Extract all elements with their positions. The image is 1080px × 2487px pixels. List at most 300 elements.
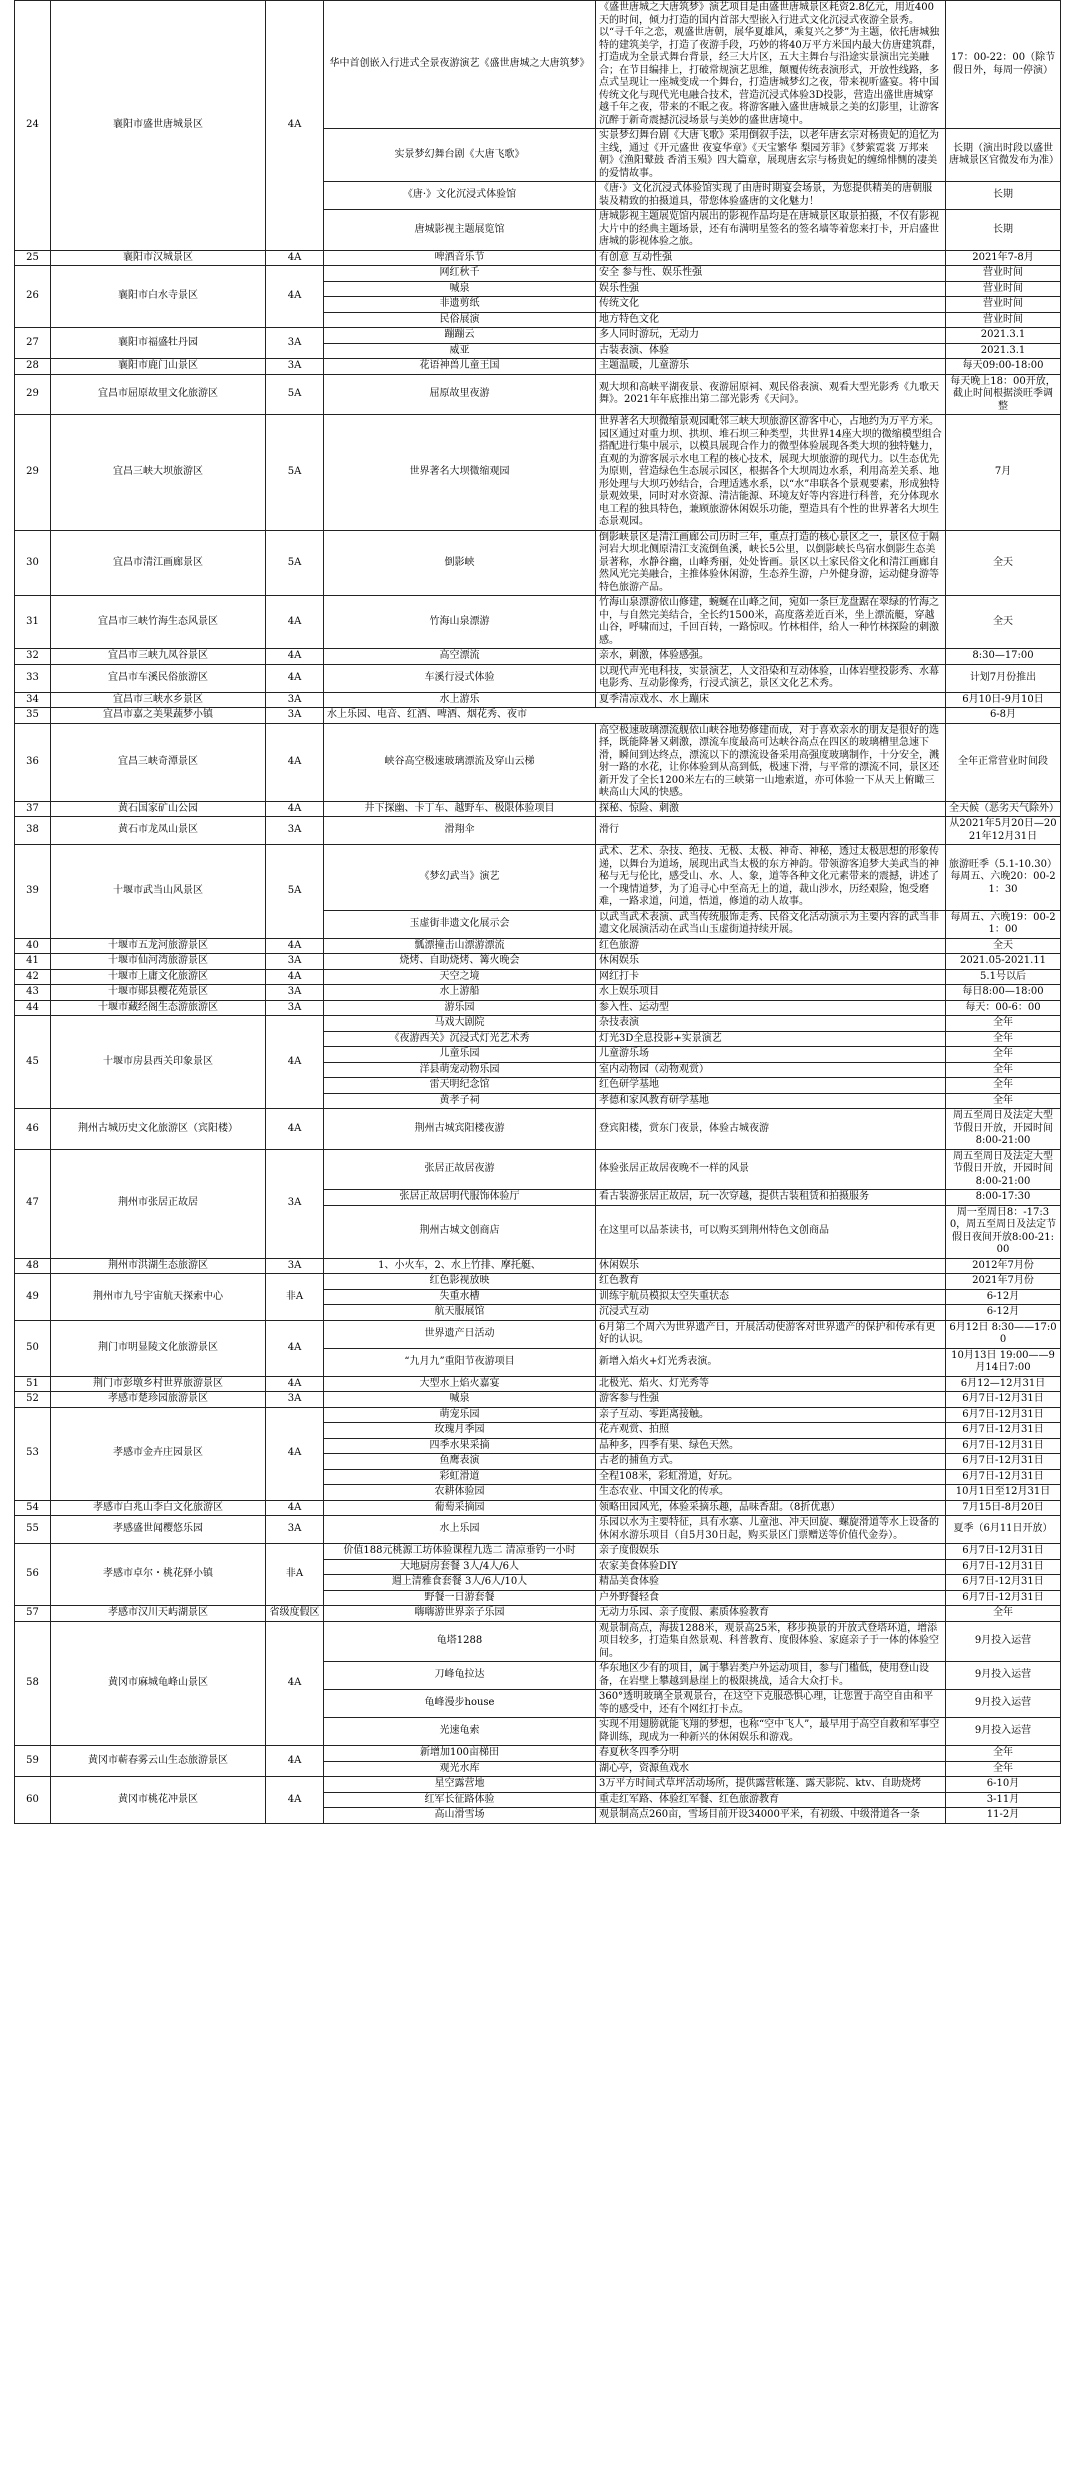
row-number: 35 [15, 708, 51, 724]
scenic-level: 3A [266, 817, 324, 845]
project-time: 17：00-22：00（除节假日外，每周一停演） [946, 1, 1061, 129]
row-number: 50 [15, 1320, 51, 1376]
scenic-area-name: 十堰市五龙河旅游景区 [51, 938, 266, 954]
table-row [15, 969, 1061, 985]
project-description: 休闲娱乐 [596, 954, 946, 970]
row-number: 60 [15, 1777, 51, 1824]
project-description: 沉浸式互动 [596, 1305, 946, 1321]
project-name: 光速龟索 [324, 1718, 596, 1746]
scenic-area-name: 襄阳市白水寺景区 [51, 266, 266, 328]
scenic-level: 3A [266, 985, 324, 1001]
project-description: 以现代声光电科技，实景演艺，人文沿染和互动体验，山体岩壁投影秀、水幕电影秀、互动影像秀，行浸式演艺，景区文化艺术秀。 [596, 664, 946, 692]
table-row [15, 708, 1061, 724]
table-row [15, 845, 1061, 911]
project-time: 每天晚上18：00开放，截止时间根据淡旺季调整 [946, 374, 1061, 415]
project-description: 世界著名大坝微缩景观园毗邻三峡大坝旅游区游客中心，占地约为万平方米。园区通过对重力坝、拱坝、堆石坝三种类型，共世界14座大坝的微缩模型组合搭配进行集中展示，以模具展现合作力的微型体验展现各类大坝的独特魅力，直观的为游客展示水电工程的核心技术，展现大坝旅游的现代力。以生态优先为原则，营造绿色生态展示园区，根据各个大坝周边水系，利用高差关系、地形处理与大坝巧妙结合，合理适逃水系，以“水”串联各个景观要素，形成独特景观效果，同时对水资源、清洁能源、环境友好等内容进行科普，充分体现水电工程的独具特色，兼顾旅游休闲娱乐功能，塑造具有个性的世界著名大坝生态景观园。 [596, 415, 946, 531]
scenic-area-name: 襄阳市福盛牡丹园 [51, 328, 266, 359]
scenic-activities-table [14, 0, 1061, 1824]
project-name: 价值188元桃源工坊体验课程九选二 清凉垂钓一小时 [324, 1544, 596, 1560]
project-description: 高空极速玻璃漂流舰依山峡谷地势修建而成，对于喜欢亲水的朋友是很好的选择，既能降暑又刺激，漂流车度最高可达峡谷高点在四区的玻璃槽里急速下滑，瞬间到达终点，漂流以下的漂流设备采用高强度玻璃制作，十分安全，溅射一路的水花，让你体验到从高到低，极速下滑，与平常的漂流不同，景区还新开发了全长1200米左右的三峡第一山地索道，亦可体验一下从天上俯瞰三峡高山大风的快感。 [596, 723, 946, 801]
project-description: 湖心亭，资源鱼戏水 [596, 1761, 946, 1777]
project-name: 唐城影视主题展览馆 [324, 210, 596, 251]
project-description: 杂技表演 [596, 1016, 946, 1032]
project-description: 亲子度假娱乐 [596, 1544, 946, 1560]
table-row [15, 723, 1061, 801]
project-description: 《唐·》文化沉浸式体验馆实现了由唐时期宴会场景，为您提供精美的唐朝服装及精致的拍摄道具，带您体验盛唐的文化魅力！ [596, 182, 946, 210]
scenic-level: 3A [266, 1149, 324, 1258]
table-row [15, 596, 1061, 649]
project-name: 玉虚街非遗文化展示会 [324, 910, 596, 938]
project-name: 实景梦幻舞台剧《大唐飞歌》 [324, 129, 596, 182]
scenic-area-name: 十堰市上庸文化旅游区 [51, 969, 266, 985]
row-number: 37 [15, 801, 51, 817]
scenic-level: 3A [266, 954, 324, 970]
project-description: 6月第二个周六为世界遗产日，开展活动使游客对世界遗产的保护和传承有更好的认识。 [596, 1320, 946, 1348]
project-name: 大地厨房套餐 3人/4人/6人 [324, 1559, 596, 1575]
table-row [15, 1016, 1061, 1032]
scenic-area-name: 襄阳市盛世唐城景区 [51, 1, 266, 251]
project-time: 6月7日-12月31日 [946, 1392, 1061, 1408]
scenic-level: 4A [266, 649, 324, 665]
project-time: 每周五、六晚19：00-21：00 [946, 910, 1061, 938]
project-name: 野餐一日游套餐 [324, 1590, 596, 1606]
scenic-area-name: 宜昌市三峡水乡景区 [51, 692, 266, 708]
table-row [15, 328, 1061, 344]
project-name: 《夜游西关》沉浸式灯光艺术秀 [324, 1031, 596, 1047]
scenic-level: 3A [266, 692, 324, 708]
scenic-level: 4A [266, 250, 324, 266]
project-description: 在这里可以品茶读书，可以购买到荆州特色文创商品 [596, 1205, 946, 1258]
project-time: 营业时间 [946, 312, 1061, 328]
project-time: 全年 [946, 1761, 1061, 1777]
project-time: 9月投入运营 [946, 1690, 1061, 1718]
project-time: 6月7日-12月31日 [946, 1423, 1061, 1439]
project-name: 马戏大剧院 [324, 1016, 596, 1032]
project-name: 游乐园 [324, 1000, 596, 1016]
table-row [15, 1149, 1061, 1190]
row-number: 42 [15, 969, 51, 985]
table-row [15, 1376, 1061, 1392]
scenic-level: 4A [266, 664, 324, 692]
project-name: 高空漂流 [324, 649, 596, 665]
project-time: 全天 [946, 938, 1061, 954]
project-description: 水上娱乐项目 [596, 985, 946, 1001]
project-time: 6月7日-12月31日 [946, 1438, 1061, 1454]
project-name: 滑翔伞 [324, 817, 596, 845]
project-time: 6月10日-9月10日 [946, 692, 1061, 708]
project-description: 滑行 [596, 817, 946, 845]
project-name: 星空露营地 [324, 1777, 596, 1793]
project-name: 航天服展馆 [324, 1305, 596, 1321]
project-name: 新增加100亩梯田 [324, 1746, 596, 1762]
project-time: 全年正常营业时间段 [946, 723, 1061, 801]
project-name: 喊泉 [324, 1392, 596, 1408]
project-time: 6月7日-12月31日 [946, 1575, 1061, 1591]
project-time: 营业时间 [946, 297, 1061, 313]
row-number: 40 [15, 938, 51, 954]
project-name: 龟塔1288 [324, 1621, 596, 1662]
scenic-area-name: 宜昌三峡大坝旅游区 [51, 415, 266, 531]
project-time: 6月7日-12月31日 [946, 1407, 1061, 1423]
scenic-level: 4A [266, 1746, 324, 1777]
project-name: 《唐·》文化沉浸式体验馆 [324, 182, 596, 210]
project-name: 蹦蹦云 [324, 328, 596, 344]
project-time: 7月 [946, 415, 1061, 531]
row-number: 28 [15, 359, 51, 375]
project-name: 井下探幽、卡丁车、越野车、极限体验项目 [324, 801, 596, 817]
project-description: 娱乐性强 [596, 281, 946, 297]
scenic-area-name: 荆州市洪湖生态旅游区 [51, 1258, 266, 1274]
merged-project-cell: 水上乐园、电音、红酒、啤酒、烟花秀、夜市 [324, 708, 946, 724]
project-time: 全年 [946, 1031, 1061, 1047]
row-number: 55 [15, 1516, 51, 1544]
row-number: 52 [15, 1392, 51, 1408]
project-name: 观光水库 [324, 1761, 596, 1777]
project-time: 10月1日至12月31日 [946, 1485, 1061, 1501]
project-time: 6月12—12月31日 [946, 1376, 1061, 1392]
project-time: 6-12月 [946, 1305, 1061, 1321]
project-description: 古装表演、体验 [596, 343, 946, 359]
row-number: 39 [15, 845, 51, 939]
project-time: 全年 [946, 1016, 1061, 1032]
project-name: 洋县萌宠动物乐园 [324, 1062, 596, 1078]
project-time: 2021年7-8月 [946, 250, 1061, 266]
project-time: 2021.3.1 [946, 343, 1061, 359]
project-name: 四季水果采摘 [324, 1438, 596, 1454]
project-time: 6月7日-12月31日 [946, 1590, 1061, 1606]
project-name: 红色影视放映 [324, 1274, 596, 1290]
project-time: 8:00-17:30 [946, 1190, 1061, 1206]
row-number: 29 [15, 415, 51, 531]
project-name: 葡萄采摘园 [324, 1500, 596, 1516]
row-number: 48 [15, 1258, 51, 1274]
scenic-area-name: 黄冈市桃花冲景区 [51, 1777, 266, 1824]
project-description: 体验张居正故居夜晚不一样的风景 [596, 1149, 946, 1190]
project-name: 1、小火车，2、水上竹排、摩托艇、 [324, 1258, 596, 1274]
project-description: 儿童游乐场 [596, 1047, 946, 1063]
project-name: 红军长征路体验 [324, 1792, 596, 1808]
scenic-level: 5A [266, 530, 324, 596]
project-description: 农家美食体验DIY [596, 1559, 946, 1575]
project-name: 喊泉 [324, 281, 596, 297]
project-description: 亲水，刺激，体验感强。 [596, 649, 946, 665]
project-time: 全年 [946, 1093, 1061, 1109]
project-time: 营业时间 [946, 281, 1061, 297]
table-row [15, 415, 1061, 531]
project-name: 大型水上焰火嘉宴 [324, 1376, 596, 1392]
table-row [15, 1746, 1061, 1762]
project-time: 9月投入运营 [946, 1662, 1061, 1690]
table-row [15, 954, 1061, 970]
project-time: 6月7日-12月31日 [946, 1469, 1061, 1485]
project-description: 领略田园风光，体验采摘乐趣，品味香甜。（8折优惠） [596, 1500, 946, 1516]
project-name: 民俗展演 [324, 312, 596, 328]
row-number: 32 [15, 649, 51, 665]
row-number: 33 [15, 664, 51, 692]
table-row [15, 266, 1061, 282]
row-number: 30 [15, 530, 51, 596]
project-time: 2012年7月份 [946, 1258, 1061, 1274]
project-description: 观大坝和高峡平湖夜景、夜游屈原祠、观民俗表演、观看大型光影秀《九歌天舞》。2021年年底推出第二部光影秀《天问》。 [596, 374, 946, 415]
row-number: 51 [15, 1376, 51, 1392]
scenic-area-name: 荆门市明显陵文化旅游景区 [51, 1320, 266, 1376]
row-number: 34 [15, 692, 51, 708]
scenic-area-name: 襄阳市汉城景区 [51, 250, 266, 266]
table-row [15, 530, 1061, 596]
table-row [15, 1258, 1061, 1274]
project-time: 8:30—17:00 [946, 649, 1061, 665]
table-row [15, 985, 1061, 1001]
project-description: 夏季清凉戏水、水上蹦床 [596, 692, 946, 708]
project-description: 红色旅游 [596, 938, 946, 954]
row-number: 43 [15, 985, 51, 1001]
project-time: 9月投入运营 [946, 1621, 1061, 1662]
project-name: 世界遗产日活动 [324, 1320, 596, 1348]
project-description: 全程108米，彩虹滑道，好玩。 [596, 1469, 946, 1485]
table-row [15, 1320, 1061, 1348]
project-name: 失重水槽 [324, 1289, 596, 1305]
scenic-area-name: 宜昌市清江画廊景区 [51, 530, 266, 596]
table-row [15, 1109, 1061, 1150]
project-time: 9月投入运营 [946, 1718, 1061, 1746]
scenic-area-name: 荆州市张居正故居 [51, 1149, 266, 1258]
scenic-level: 4A [266, 266, 324, 328]
row-number: 49 [15, 1274, 51, 1321]
table-row [15, 1544, 1061, 1560]
project-description: 实景梦幻舞台剧《大唐飞歌》采用倒叙手法，以老年唐玄宗对杨贵妃的追忆为主线，通过《开元盛世 夜宴华章》《天宝繁华 梨园芳菲》《梦萦霓裳 万邦来朝》《渔阳鼙鼓 香消玉殒》四大篇章，展现唐玄宗与杨贵妃的缠绵悱恻的凄美的爱情故事。 [596, 129, 946, 182]
project-description: 品种多，四季有果、绿色天然。 [596, 1438, 946, 1454]
scenic-level: 3A [266, 328, 324, 359]
project-description: 乐园以水为主要特征，具有水寨、儿童池、冲天回旋、螺旋滑道等水上设备的休闲水游乐项目（自5月30日起，购买景区门票赠送等价值代金券）。 [596, 1516, 946, 1544]
row-number: 54 [15, 1500, 51, 1516]
table-row [15, 664, 1061, 692]
project-name: 倒影峡 [324, 530, 596, 596]
scenic-area-name: 十堰市藏经阁生态游旅游区 [51, 1000, 266, 1016]
project-description: 探秘、惊险、刺激 [596, 801, 946, 817]
table-row [15, 938, 1061, 954]
project-name: 萌宠乐园 [324, 1407, 596, 1423]
project-name: 黄孝子祠 [324, 1093, 596, 1109]
scenic-level: 4A [266, 801, 324, 817]
project-description: 生态农业、中国文化的传承。 [596, 1485, 946, 1501]
scenic-level: 5A [266, 845, 324, 939]
row-number: 45 [15, 1016, 51, 1109]
scenic-area-name: 黄冈市蕲春雾云山生态旅游景区 [51, 1746, 266, 1777]
project-time: 10月13日 19:00——9月14日7:00 [946, 1348, 1061, 1376]
scenic-area-name: 宜昌市屈原故里文化旅游区 [51, 374, 266, 415]
table-row [15, 1, 1061, 129]
scenic-level: 非A [266, 1274, 324, 1321]
project-name: 彩虹滑道 [324, 1469, 596, 1485]
scenic-area-name: 孝感市楚珍园旅游景区 [51, 1392, 266, 1408]
project-name: 花语神兽儿童王国 [324, 359, 596, 375]
row-number: 38 [15, 817, 51, 845]
project-description: 观景制高点，海拔1288米，观景高25米，移步换景的开放式登塔环道，增添项目较多，打造集自然景观、科普教育、度假体验、家庭亲子于一体的体验空间。 [596, 1621, 946, 1662]
scenic-level: 4A [266, 1621, 324, 1746]
project-name: 荆州古城文创商店 [324, 1205, 596, 1258]
project-name: 天空之境 [324, 969, 596, 985]
project-description: 古老的捕鱼方式。 [596, 1454, 946, 1470]
table-row [15, 649, 1061, 665]
project-name: 烧烤、自助烧烤、篝火晚会 [324, 954, 596, 970]
project-description: 灯光3D全息投影+实景演艺 [596, 1031, 946, 1047]
scenic-level: 省级度假区 [266, 1606, 324, 1622]
project-description: 实现不用翅膀就能飞翔的梦想，也称“空中飞人”，最早用于高空自救和军事空降训练，现成为一种新兴的休闲娱乐和游戏。 [596, 1718, 946, 1746]
project-name: 威亚 [324, 343, 596, 359]
project-description: 以武当武术表演、武当传统服饰走秀、民俗文化活动演示为主要内容的武当非遗文化展演活动在武当山玉虚街道持续开展。 [596, 910, 946, 938]
scenic-area-name: 荆州古城历史文化旅游区（宾阳楼） [51, 1109, 266, 1150]
scenic-level: 4A [266, 1407, 324, 1500]
project-time: 6-10月 [946, 1777, 1061, 1793]
row-number: 24 [15, 1, 51, 251]
scenic-level: 3A [266, 1258, 324, 1274]
row-number: 44 [15, 1000, 51, 1016]
project-name: 刀峰龟拉达 [324, 1662, 596, 1690]
project-description: 红色教育 [596, 1274, 946, 1290]
table-row [15, 374, 1061, 415]
scenic-area-name: 荆州市九号宇宙航天探索中心 [51, 1274, 266, 1321]
project-description: 360°透明玻璃全景观景台，在这空下克服恐惧心理，让您置于高空自由和平等的感受中，还有个网红打卡点。 [596, 1690, 946, 1718]
project-description: 红色研学基地 [596, 1078, 946, 1094]
scenic-area-name: 黄冈市麻城龟峰山景区 [51, 1621, 266, 1746]
scenic-area-name: 黄石国家矿山公园 [51, 801, 266, 817]
project-description: 竹海山泉漂游依山修建，蜿蜒在山峰之间，宛如一条巨龙盘踞在翠绿的竹海之中，与自然完美结合，全长约1500米，高度落差近百米，坐上漂流艇，穿越山谷，呼啸而过，千回百转，一路惊叹。竹林相伴，给人一种竹林探险的刺激感。 [596, 596, 946, 649]
project-description: 北极光、焰火、灯光秀等 [596, 1376, 946, 1392]
table-row [15, 817, 1061, 845]
project-time: 周一至周日8：-17:30，周五至周日及法定节假日夜间开放8:00-21:00 [946, 1205, 1061, 1258]
project-time: 6月7日-12月31日 [946, 1454, 1061, 1470]
table-row [15, 1516, 1061, 1544]
project-time: 周五至周日及法定大型节假日开放，开园时间8:00-21:00 [946, 1149, 1061, 1190]
scenic-level: 3A [266, 359, 324, 375]
project-name: “九月九”重阳节夜游项目 [324, 1348, 596, 1376]
project-description: 看古装游张居正故居，玩一次穿越，提供古装租赁和拍摄服务 [596, 1190, 946, 1206]
project-time: 全年 [946, 1606, 1061, 1622]
scenic-area-name: 十堰市郧县樱花苑景区 [51, 985, 266, 1001]
project-time: 每天09:00-18:00 [946, 359, 1061, 375]
table-row [15, 1392, 1061, 1408]
project-description: 花卉观赏、拍照 [596, 1423, 946, 1439]
project-time: 2021.05-2021.11 [946, 954, 1061, 970]
table-body [15, 1, 1061, 1824]
row-number: 26 [15, 266, 51, 328]
project-description: 3万平方时间式草坪活动场所，提供露营帐篷、露天影院、ktv、自助烧烤 [596, 1777, 946, 1793]
project-name: 竹海山泉漂游 [324, 596, 596, 649]
scenic-level: 4A [266, 1376, 324, 1392]
project-name: 车溪行浸式体验 [324, 664, 596, 692]
project-time: 全年 [946, 1746, 1061, 1762]
scenic-level: 4A [266, 969, 324, 985]
project-description: 观景制高点260亩，雪场目前开设34000平米，有初级、中级滑道各一条 [596, 1808, 946, 1824]
project-name: 雷天明纪念馆 [324, 1078, 596, 1094]
scenic-level: 3A [266, 1000, 324, 1016]
scenic-level: 3A [266, 1392, 324, 1408]
scenic-level: 4A [266, 1016, 324, 1109]
project-name: 世界著名大坝微缩观园 [324, 415, 596, 531]
project-description: 多人同时游玩，无动力 [596, 328, 946, 344]
project-name: 週上清雅食套餐 3人/6人/10人 [324, 1575, 596, 1591]
project-description: 重走红军路、体验红军餐、红色旅游教育 [596, 1792, 946, 1808]
scenic-area-name: 宜昌三峡奇潭景区 [51, 723, 266, 801]
project-name: 高山滑雪场 [324, 1808, 596, 1824]
project-time: 周五至周日及法定大型节假日开放，开园时间8:00-21:00 [946, 1109, 1061, 1150]
project-name: 啤酒音乐节 [324, 250, 596, 266]
project-name: 华中首创嵌入行进式全景夜游演艺《盛世唐城之大唐筑梦》 [324, 1, 596, 129]
project-description: 华东地区少有的项目，属于攀岩类户外运动项目，参与门槛低，使用登山设备，在岩壁上攀越到悬崖上的极限挑战，适合大众打卡。 [596, 1662, 946, 1690]
table-row [15, 1606, 1061, 1622]
project-description: 网红打卡 [596, 969, 946, 985]
project-name: 水上游乐 [324, 692, 596, 708]
table-row [15, 1407, 1061, 1423]
row-number: 57 [15, 1606, 51, 1622]
row-number: 31 [15, 596, 51, 649]
project-time: 全年 [946, 1078, 1061, 1094]
scenic-area-name: 孝感盛世闻樱悠乐园 [51, 1516, 266, 1544]
project-name: 农耕体验园 [324, 1485, 596, 1501]
row-number: 29 [15, 374, 51, 415]
project-name: 儿童乐园 [324, 1047, 596, 1063]
project-time: 3-11月 [946, 1792, 1061, 1808]
scenic-area-name: 十堰市房县西关印象景区 [51, 1016, 266, 1109]
scenic-area-name: 孝感市汉川天屿湖景区 [51, 1606, 266, 1622]
scenic-area-name: 十堰市仙河湾旅游景区 [51, 954, 266, 970]
project-name: 瓢漂撞击山漂游漂流 [324, 938, 596, 954]
scenic-level: 4A [266, 1109, 324, 1150]
project-name: 嗨嗨游世界亲子乐园 [324, 1606, 596, 1622]
scenic-area-name: 孝感市卓尔・桃花驿小镇 [51, 1544, 266, 1606]
project-description: 无动力乐园、亲子度假、素质体验教育 [596, 1606, 946, 1622]
project-description: 游客参与性强 [596, 1392, 946, 1408]
row-number: 46 [15, 1109, 51, 1150]
project-description: 休闲娱乐 [596, 1258, 946, 1274]
scenic-area-name: 孝感市白兆山李白文化旅游区 [51, 1500, 266, 1516]
project-time: 7月15日-8月20日 [946, 1500, 1061, 1516]
row-number: 58 [15, 1621, 51, 1746]
project-name: 玫瑰月季园 [324, 1423, 596, 1439]
project-time: 全年 [946, 1047, 1061, 1063]
row-number: 47 [15, 1149, 51, 1258]
project-time: 全天候（恶劣天气除外） [946, 801, 1061, 817]
row-number: 41 [15, 954, 51, 970]
table-row [15, 250, 1061, 266]
project-name: 荆州古城宾阳楼夜游 [324, 1109, 596, 1150]
project-time: 计划7月份推出 [946, 664, 1061, 692]
project-description: 新增入焰火+灯光秀表演。 [596, 1348, 946, 1376]
table-row [15, 692, 1061, 708]
project-name: 张居正故居明代服饰体验厅 [324, 1190, 596, 1206]
project-time: 旅游旺季（5.1-10.30）每周五、六晚20：00-21：30 [946, 845, 1061, 911]
project-description: 地方特色文化 [596, 312, 946, 328]
project-description: 户外野餐轻食 [596, 1590, 946, 1606]
project-time: 每天：00-6：00 [946, 1000, 1061, 1016]
project-description: 安全 参与性、娱乐性强 [596, 266, 946, 282]
scenic-area-name: 襄阳市鹿门山景区 [51, 359, 266, 375]
scenic-area-name: 荆门市彭墩乡村世界旅游景区 [51, 1376, 266, 1392]
scenic-level: 4A [266, 1320, 324, 1376]
project-time: 2021.3.1 [946, 328, 1061, 344]
project-time: 每日8:00—18:00 [946, 985, 1061, 1001]
scenic-area-name: 宜昌市三峡竹海生态风景区 [51, 596, 266, 649]
table-row [15, 1274, 1061, 1290]
project-time: 从2021年5月20日—2021年12月31日 [946, 817, 1061, 845]
project-time: 营业时间 [946, 266, 1061, 282]
table-row [15, 1500, 1061, 1516]
project-name: 龟峰漫步house [324, 1690, 596, 1718]
project-name: 鱼鹰表演 [324, 1454, 596, 1470]
project-time: 6月7日-12月31日 [946, 1544, 1061, 1560]
project-description: 主题温暖，儿童游乐 [596, 359, 946, 375]
scenic-level: 4A [266, 1, 324, 251]
